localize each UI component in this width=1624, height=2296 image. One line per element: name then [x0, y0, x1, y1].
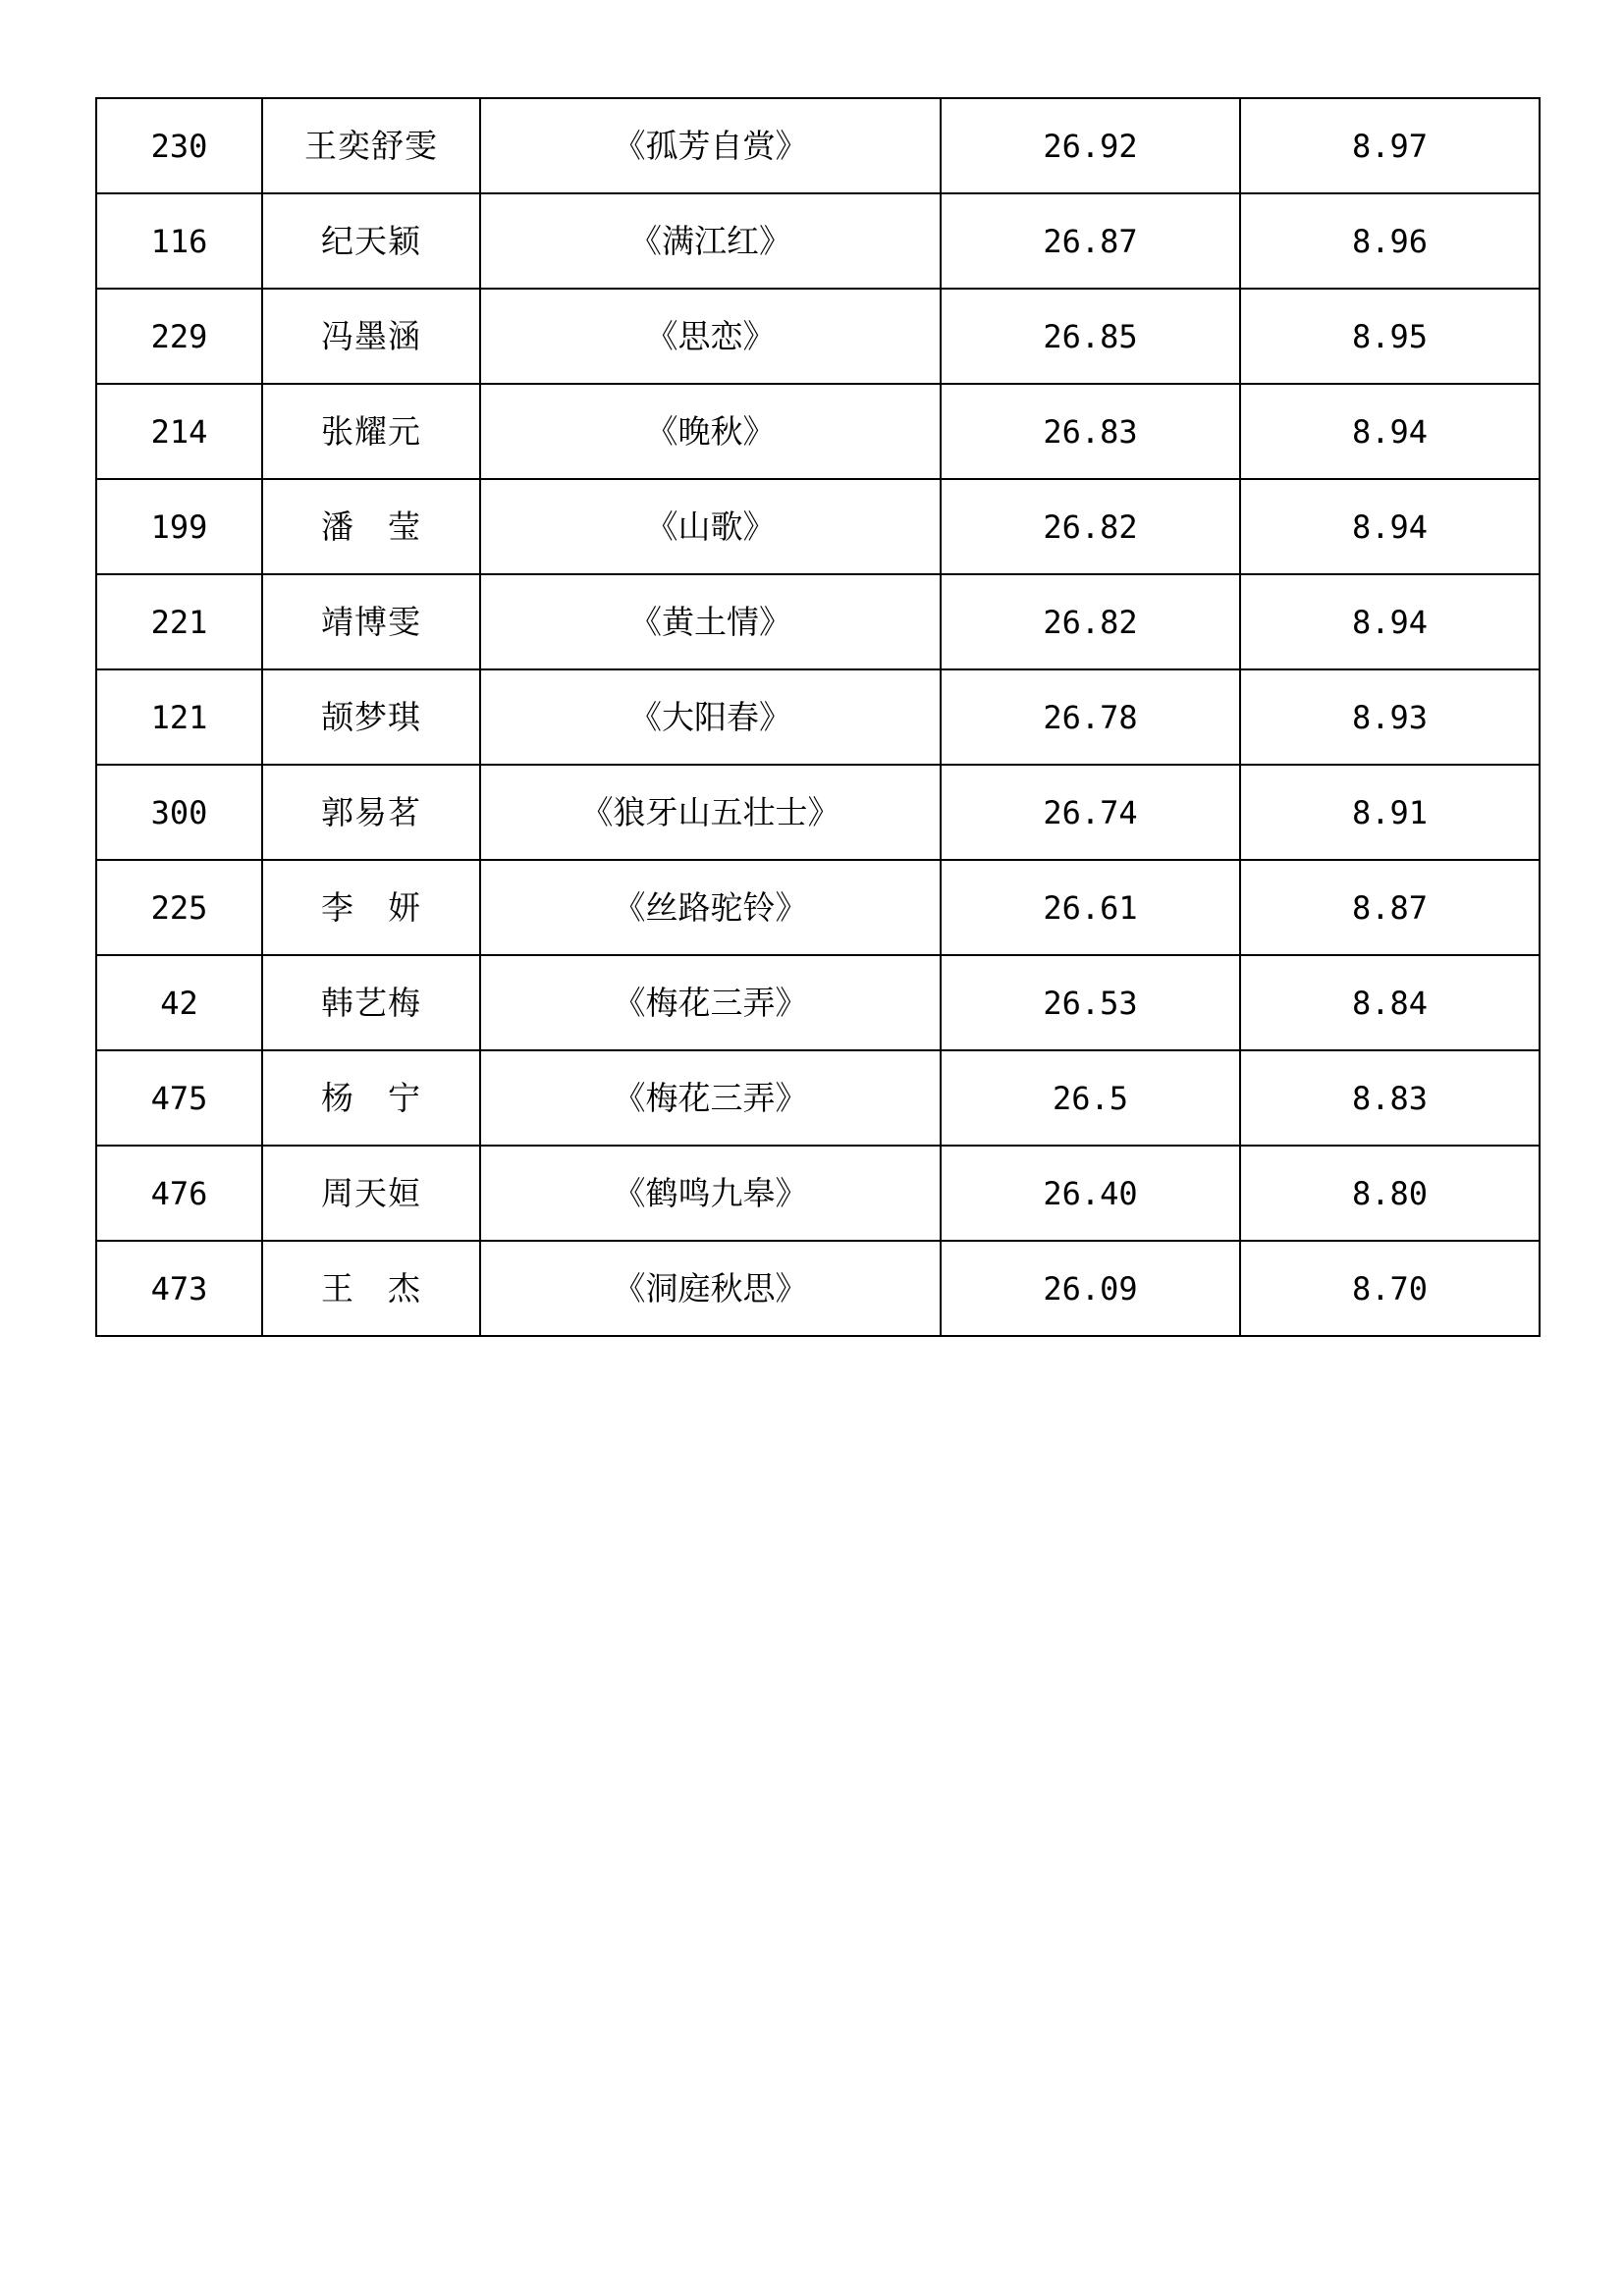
performer-name-cell: 颉梦琪 [262, 669, 480, 765]
total-score-cell: 26.82 [941, 574, 1240, 669]
table-row [96, 289, 1540, 384]
table-row [96, 669, 1540, 765]
piece-title-cell: 《丝路驼铃》 [480, 860, 941, 955]
total-score-cell: 26.40 [941, 1146, 1240, 1241]
entry-number-cell: 476 [96, 1146, 262, 1241]
performer-name-cell: 张耀元 [262, 384, 480, 479]
total-score-cell: 26.74 [941, 765, 1240, 860]
total-score-cell: 26.87 [941, 193, 1240, 289]
total-score-cell: 26.92 [941, 98, 1240, 193]
entry-number-cell: 214 [96, 384, 262, 479]
piece-title-cell: 《狼牙山五壮士》 [480, 765, 941, 860]
table-row [96, 574, 1540, 669]
entry-number-cell: 121 [96, 669, 262, 765]
performer-name-cell: 李 妍 [262, 860, 480, 955]
average-score-cell: 8.83 [1240, 1050, 1540, 1146]
entry-number-cell: 225 [96, 860, 262, 955]
average-score-cell: 8.95 [1240, 289, 1540, 384]
average-score-cell: 8.94 [1240, 479, 1540, 574]
total-score-cell: 26.82 [941, 479, 1240, 574]
table-row [96, 1050, 1540, 1146]
performer-name-cell: 冯墨涵 [262, 289, 480, 384]
table-row [96, 193, 1540, 289]
total-score-cell: 26.83 [941, 384, 1240, 479]
entry-number-cell: 221 [96, 574, 262, 669]
results-table [95, 97, 1541, 1337]
total-score-cell: 26.85 [941, 289, 1240, 384]
performer-name-cell: 王奕舒雯 [262, 98, 480, 193]
piece-title-cell: 《梅花三弄》 [480, 955, 941, 1050]
piece-title-cell: 《梅花三弄》 [480, 1050, 941, 1146]
piece-title-cell: 《鹤鸣九皋》 [480, 1146, 941, 1241]
performer-name-cell: 郭易茗 [262, 765, 480, 860]
piece-title-cell: 《山歌》 [480, 479, 941, 574]
performer-name-cell: 韩艺梅 [262, 955, 480, 1050]
piece-title-cell: 《孤芳自赏》 [480, 98, 941, 193]
results-table-body [96, 98, 1540, 1336]
table-row [96, 955, 1540, 1050]
average-score-cell: 8.80 [1240, 1146, 1540, 1241]
entry-number-cell: 230 [96, 98, 262, 193]
table-row [96, 860, 1540, 955]
table-row [96, 765, 1540, 860]
table-row [96, 479, 1540, 574]
total-score-cell: 26.09 [941, 1241, 1240, 1336]
average-score-cell: 8.87 [1240, 860, 1540, 955]
performer-name-cell: 靖博雯 [262, 574, 480, 669]
average-score-cell: 8.84 [1240, 955, 1540, 1050]
total-score-cell: 26.78 [941, 669, 1240, 765]
entry-number-cell: 300 [96, 765, 262, 860]
piece-title-cell: 《思恋》 [480, 289, 941, 384]
piece-title-cell: 《晚秋》 [480, 384, 941, 479]
entry-number-cell: 42 [96, 955, 262, 1050]
performer-name-cell: 王 杰 [262, 1241, 480, 1336]
average-score-cell: 8.97 [1240, 98, 1540, 193]
average-score-cell: 8.93 [1240, 669, 1540, 765]
table-row [96, 1241, 1540, 1336]
table-row [96, 1146, 1540, 1241]
table-row [96, 384, 1540, 479]
average-score-cell: 8.94 [1240, 384, 1540, 479]
performer-name-cell: 杨 宁 [262, 1050, 480, 1146]
piece-title-cell: 《黄土情》 [480, 574, 941, 669]
total-score-cell: 26.61 [941, 860, 1240, 955]
entry-number-cell: 473 [96, 1241, 262, 1336]
total-score-cell: 26.53 [941, 955, 1240, 1050]
piece-title-cell: 《满江红》 [480, 193, 941, 289]
total-score-cell: 26.5 [941, 1050, 1240, 1146]
entry-number-cell: 116 [96, 193, 262, 289]
table-row [96, 98, 1540, 193]
average-score-cell: 8.96 [1240, 193, 1540, 289]
performer-name-cell: 周天姮 [262, 1146, 480, 1241]
average-score-cell: 8.94 [1240, 574, 1540, 669]
entry-number-cell: 199 [96, 479, 262, 574]
entry-number-cell: 475 [96, 1050, 262, 1146]
entry-number-cell: 229 [96, 289, 262, 384]
piece-title-cell: 《大阳春》 [480, 669, 941, 765]
performer-name-cell: 纪天颖 [262, 193, 480, 289]
average-score-cell: 8.70 [1240, 1241, 1540, 1336]
piece-title-cell: 《洞庭秋思》 [480, 1241, 941, 1336]
performer-name-cell: 潘 莹 [262, 479, 480, 574]
average-score-cell: 8.91 [1240, 765, 1540, 860]
